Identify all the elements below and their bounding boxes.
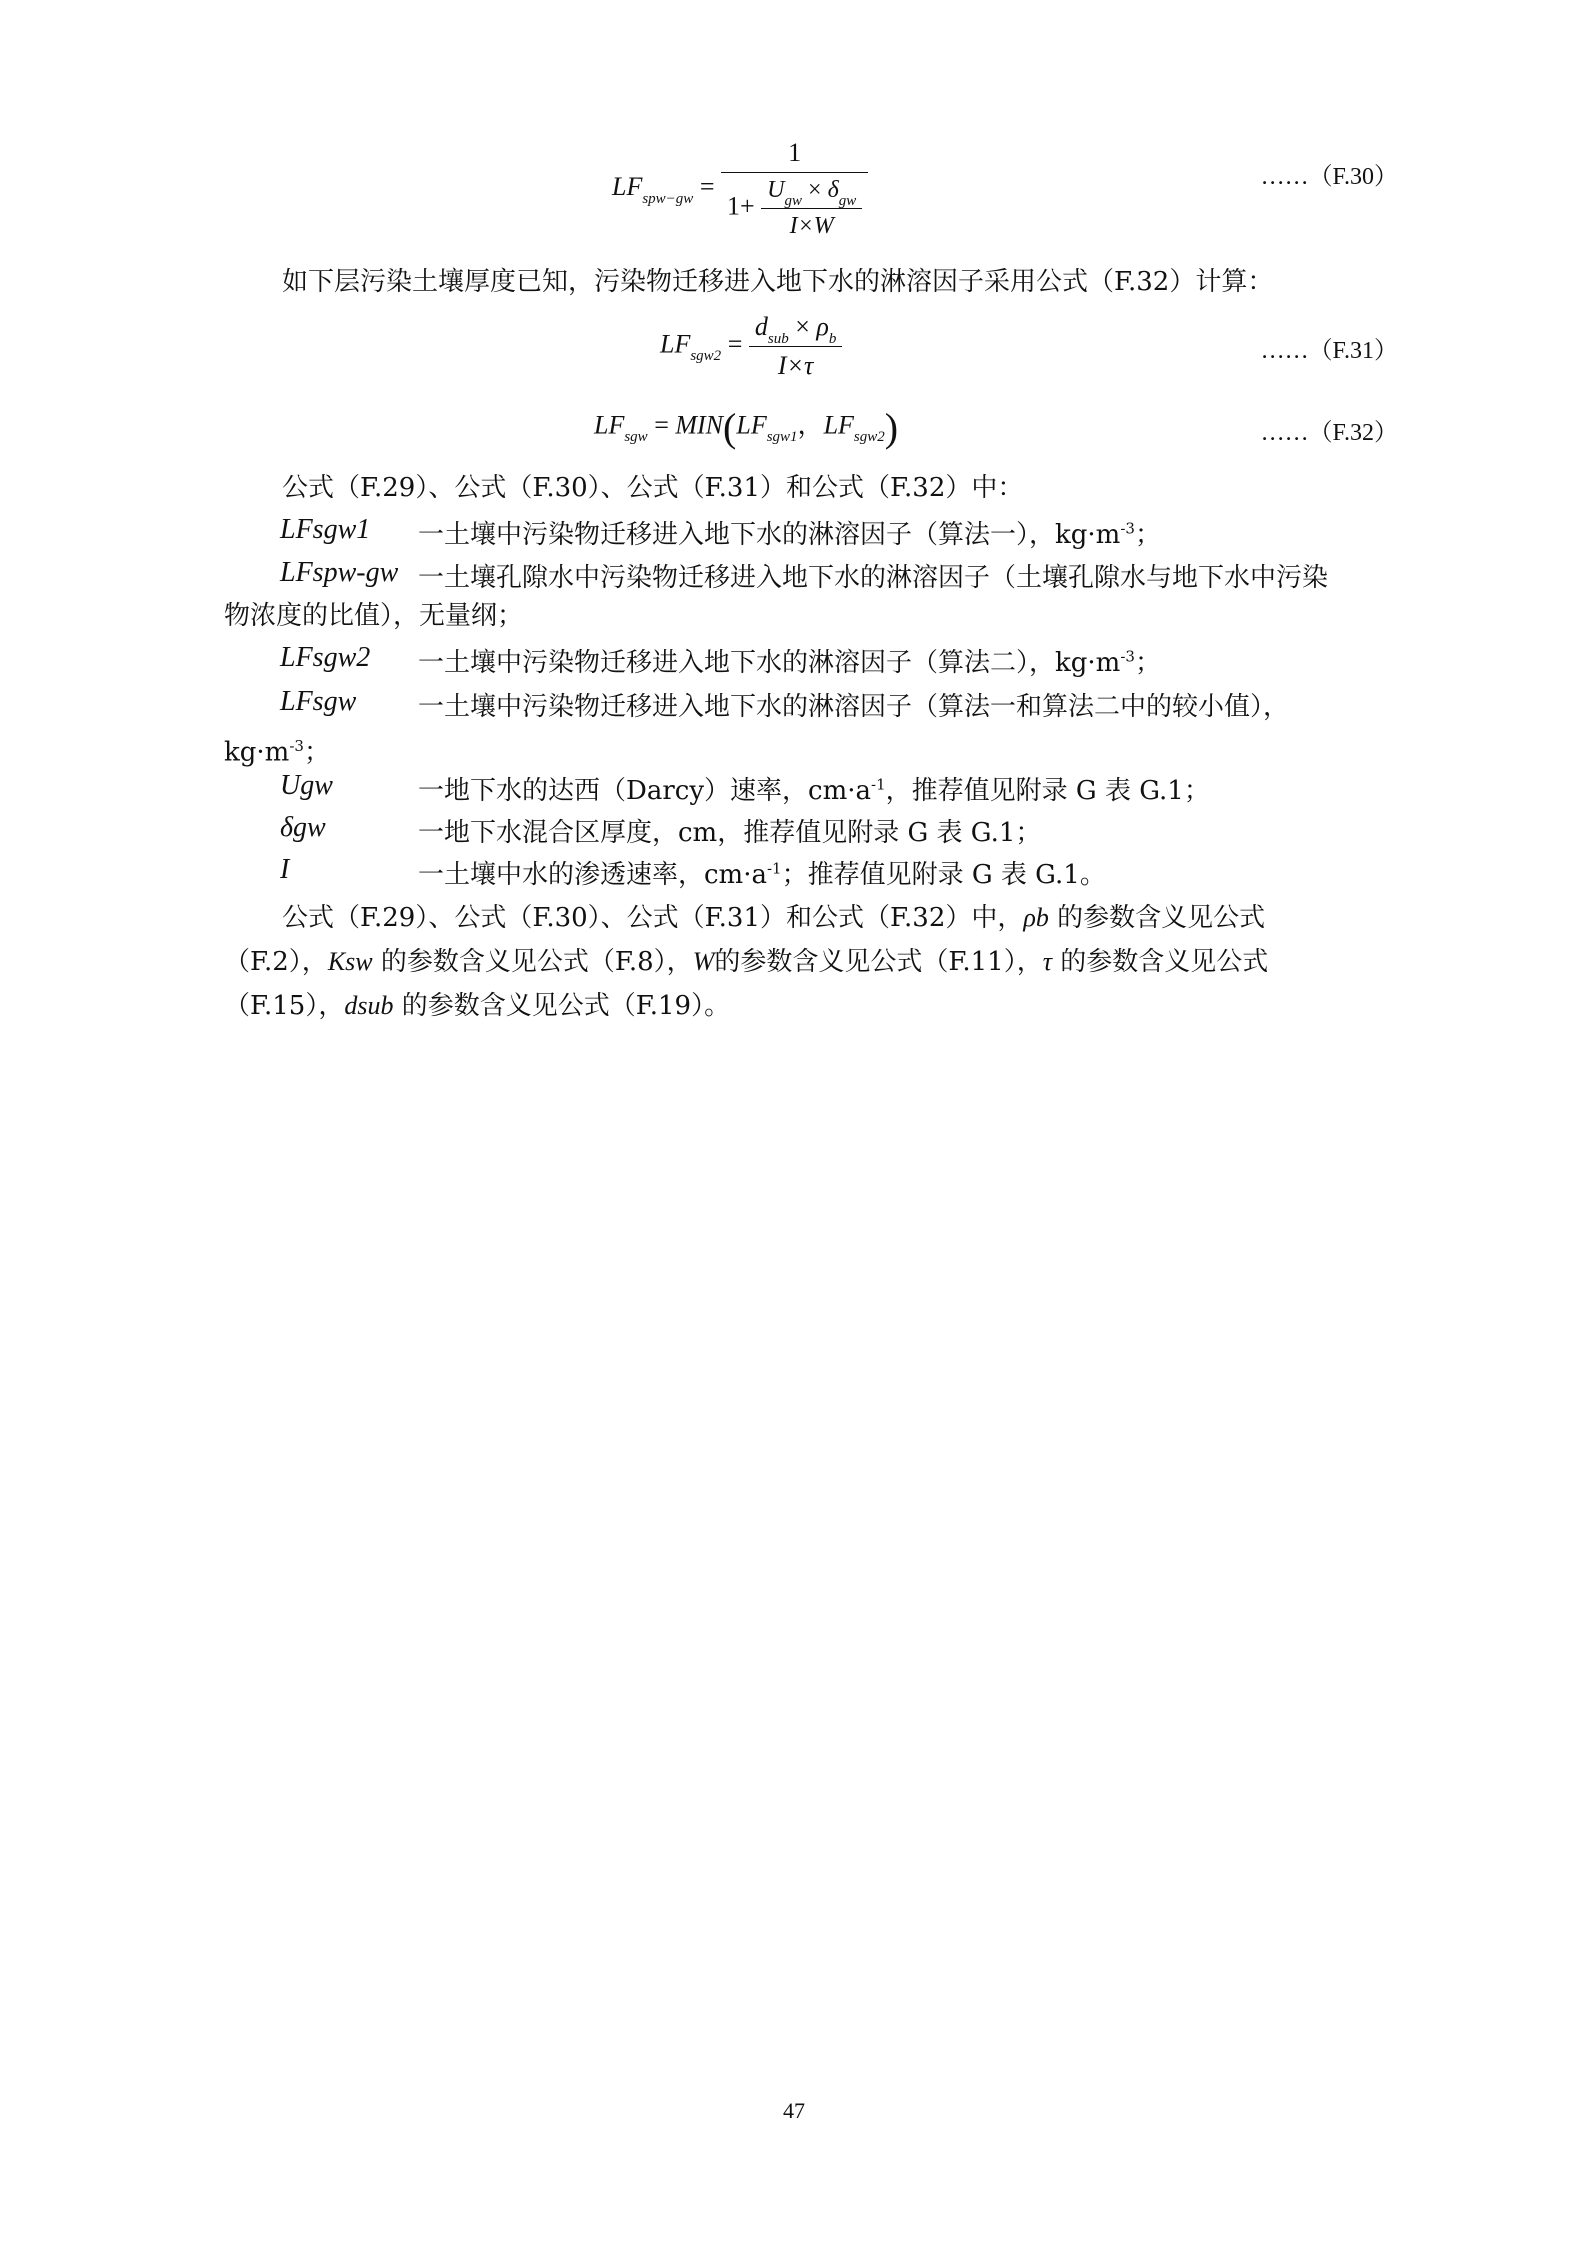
f31-d: d	[754, 312, 768, 341]
closing-line-2: （F.2），Ksw 的参数含义见公式（F.8），W的参数含义见公式（F.11），τ 的参数含义见公式	[224, 947, 1269, 977]
f31-lhs-sub: sgw2	[690, 348, 722, 365]
def-term-i: I	[280, 854, 290, 885]
intro-f32-text: 如下层污染土壤厚度已知，污染物迁移进入地下水的淋溶因子采用公式（F.32）计算：	[282, 267, 1274, 297]
def-desc-lfspw-gw: 一土壤孔隙水中污染物迁移进入地下水的淋溶因子（土壤孔隙水与地下水中污染	[418, 563, 1329, 593]
def-desc-ugw: 一地下水的达西（Darcy）速率，$cm\cdot a^{-1}$，推荐值见附录 G 表 G.1；	[418, 775, 1210, 806]
def-desc-lfsgw1: 一土壤中污染物迁移进入地下水的淋溶因子（算法一），$kg\cdot m^{-3}$；	[418, 519, 1161, 550]
def-desc-lfsgw-cont: $kg\cdot m^{-3}$；	[224, 737, 330, 768]
def-desc-lfsgw2: 一土壤中污染物迁移进入地下水的淋溶因子（算法二），$kg\cdot m^{-3}$；	[418, 647, 1161, 678]
def-desc-deltagw: 一地下水混合区厚度，cm，推荐值见附录 G 表 G.1；	[418, 818, 1042, 848]
f31-lhs: LF	[660, 329, 691, 359]
f31-rho: ρ	[816, 312, 829, 341]
eq-label-f31: ……（F.31）	[1260, 338, 1398, 364]
f32-arg1: LF	[736, 410, 767, 440]
f30-u-sub: gw	[784, 193, 803, 209]
closing-line-3: （F.15），dsub 的参数含义见公式（F.19）。	[224, 991, 731, 1021]
f30-numerator: 1	[721, 138, 868, 173]
def-term-lfsgw: LFsgw	[280, 686, 357, 717]
f30-inner-fraction: $\frac{U_{gw} \times \delta_{gw}}{I\times W}$	[761, 177, 862, 240]
f30-lhs: LF	[612, 171, 643, 201]
formula-f30: $LF_{spw-gw}$ = 1 1+ $\frac{U_{gw} \times \delta_{gw}}{I\times W}$	[612, 138, 868, 240]
page-number: 47	[783, 2098, 805, 2123]
f31-d-sub: sub	[767, 331, 789, 347]
f32-arg2: LF	[823, 410, 854, 440]
formula-f32: $LF_{sgw} = MIN(LF_{sgw1}$，$LF_{sgw2}$)	[594, 405, 899, 450]
f30-inner-den: I×W	[789, 213, 834, 239]
f32-fn: MIN	[675, 410, 724, 440]
f31-den: I×τ	[777, 351, 814, 380]
def-desc-i: 一土壤中水的渗透速率，$cm\cdot a^{-1}$；推荐值见附录 G 表 G.1。	[418, 859, 1106, 890]
eq-label-f32: ……（F.32）	[1260, 420, 1398, 446]
f31-fraction: $\frac{d_{sub} \times \rho_b}{I\times\tau}$	[749, 312, 843, 381]
def-term-deltagw: δgw	[280, 812, 326, 843]
def-term-ugw: Ugw	[280, 770, 333, 801]
where-line: 公式（F.29）、公式（F.30）、公式（F.31）和公式（F.32）中：	[282, 473, 1024, 503]
f30-fraction	[721, 138, 868, 240]
def-term-lfsgw1: LFsgw1	[280, 514, 371, 545]
f32-lhs: LF	[594, 410, 625, 440]
f31-rho-sub: b	[828, 331, 837, 347]
closing-line-1: 公式（F.29）、公式（F.30）、公式（F.31）和公式（F.32）中，ρb 的参数含义见公式	[282, 903, 1266, 933]
f30-lhs-sub: spw−gw	[642, 190, 694, 207]
f30-den-prefix: 1+	[727, 191, 755, 221]
def-term-lfsgw2: LFsgw2	[280, 642, 371, 673]
eq-label-f30: ……（F.30）	[1260, 164, 1398, 190]
f30-u: U	[767, 177, 785, 203]
formula-f31: $LF_{sgw2}$ = $\frac{d_{sub} \times \rho_b}{I\times\tau}$	[660, 312, 842, 381]
def-desc-lfspw-gw-cont: 物浓度的比值），无量纲；	[224, 601, 524, 631]
f32-arg2-sub: sgw2	[853, 429, 885, 446]
def-desc-lfsgw: 一土壤中污染物迁移进入地下水的淋溶因子（算法一和算法二中的较小值），	[418, 692, 1290, 722]
f32-lhs-sub: sgw	[624, 429, 648, 446]
def-term-lfspw-gw: LFspw-gw	[280, 557, 399, 588]
f30-denominator	[721, 173, 868, 240]
f30-delta-sub: gw	[838, 193, 857, 209]
f32-arg1-sub: sgw1	[766, 429, 798, 446]
f30-delta: δ	[827, 177, 839, 203]
